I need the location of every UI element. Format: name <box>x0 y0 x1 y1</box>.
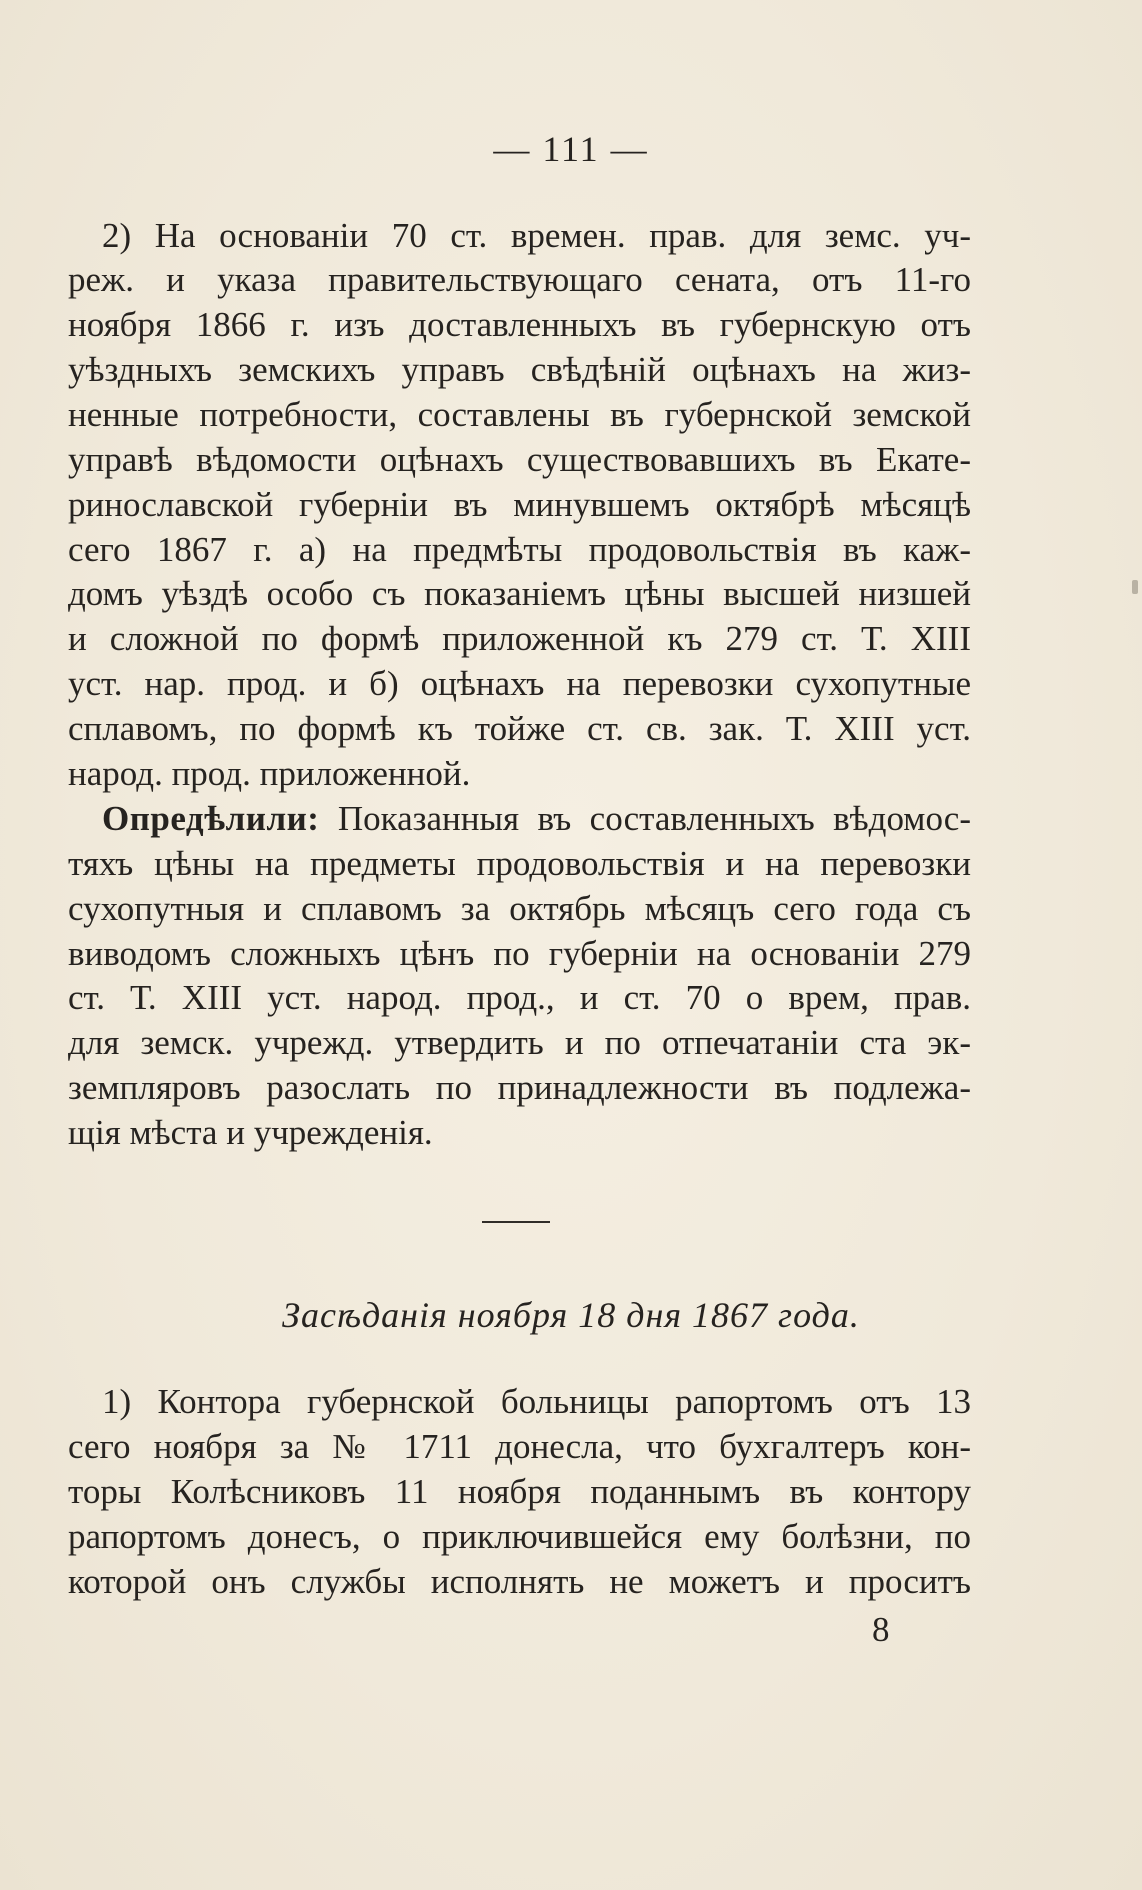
paragraph-1-line: и сложной по формѣ приложенной къ 279 ст. Т. XIII <box>68 619 971 658</box>
paragraph-2-line: щiя мѣста и учрежденiя. <box>68 1113 433 1152</box>
section-title: Засѣданiя ноября 18 дня 1867 года. <box>282 1295 860 1335</box>
paragraph-1-line: 2) На основанiи 70 ст. времен. прав. для земс. уч- <box>102 216 971 255</box>
paragraph-1-line: уст. нар. прод. и б) оцѣнахъ на перевозки сухопутные <box>68 664 971 703</box>
paragraph-2-line: земпляровъ разослать по принадлежности въ подлежа- <box>68 1068 971 1107</box>
paragraph-2-line: для земск. учрежд. утвердить и по отпечатанiи ста эк- <box>68 1023 971 1062</box>
paper-speck <box>1132 580 1138 594</box>
paragraph-1-line: ноября 1866 г. изъ доставленныхъ въ губернскую отъ <box>68 305 971 344</box>
paragraph-3-line: которой онъ службы исполнять не можетъ и проситъ <box>68 1562 971 1601</box>
paragraph-3-line: рапортомъ донесъ, о приключившейся ему болѣзни, по <box>68 1517 971 1556</box>
paragraph-1-line: домъ уѣздѣ особо съ показанiемъ цѣны высшей низшей <box>68 574 971 613</box>
paragraph-2-line: виводомъ сложныхъ цѣнъ по губернiи на основанiи 279 <box>68 934 971 973</box>
paragraph-3-line: сего ноября за № 1711 донесла, что бухгалтеръ кон- <box>68 1427 971 1466</box>
paragraph-1-line: сплавомъ, по формѣ къ тойже ст. св. зак. Т. XIII уст. <box>68 709 971 748</box>
paragraph-1-line: уѣздныхъ земскихъ управъ свѣдѣнiй оцѣнахъ на жиз- <box>68 350 971 389</box>
paragraph-2-line: ст. Т. XIII уст. народ. прод., и ст. 70 о врем, прав. <box>68 978 971 1017</box>
paragraph-1-line: управѣ вѣдомости оцѣнахъ существовавшихъ въ Екате- <box>68 440 971 479</box>
page-number-header: — 111 — <box>493 129 649 169</box>
resolution-label: Опредѣлили: <box>102 799 320 838</box>
paragraph-2-line: тяхъ цѣны на предметы продовольствiя и на перевозки <box>68 844 971 883</box>
paragraph-1-line: народ. прод. приложенной. <box>68 754 471 793</box>
paragraph-2-line: сухопутныя и сплавомъ за октябрь мѣсяцъ сего года съ <box>68 889 971 928</box>
paragraph-1-line: ринославской губернiи въ минувшемъ октябрѣ мѣсяцѣ <box>68 485 971 524</box>
paragraph-3-line: торы Колѣсниковъ 11 ноября поданнымъ въ контору <box>68 1472 971 1511</box>
paragraph-2-first-line-text: Показанныя въ составленныхъ вѣдомос- <box>319 799 971 838</box>
signature-mark: 8 <box>872 1610 890 1649</box>
paragraph-3-line: 1) Контора губернской больницы рапортомъ отъ 13 <box>102 1382 971 1421</box>
paragraph-1-line: ненные потребности, составлены въ губернской земской <box>68 395 971 434</box>
paragraph-1-line: сего 1867 г. а) на предмѣты продовольствiя въ каж- <box>68 530 971 569</box>
section-divider <box>482 1221 550 1223</box>
paragraph-1-line: реж. и указа правительствующаго сената, отъ 11-го <box>68 260 971 299</box>
paragraph-2-first-line <box>102 797 971 841</box>
